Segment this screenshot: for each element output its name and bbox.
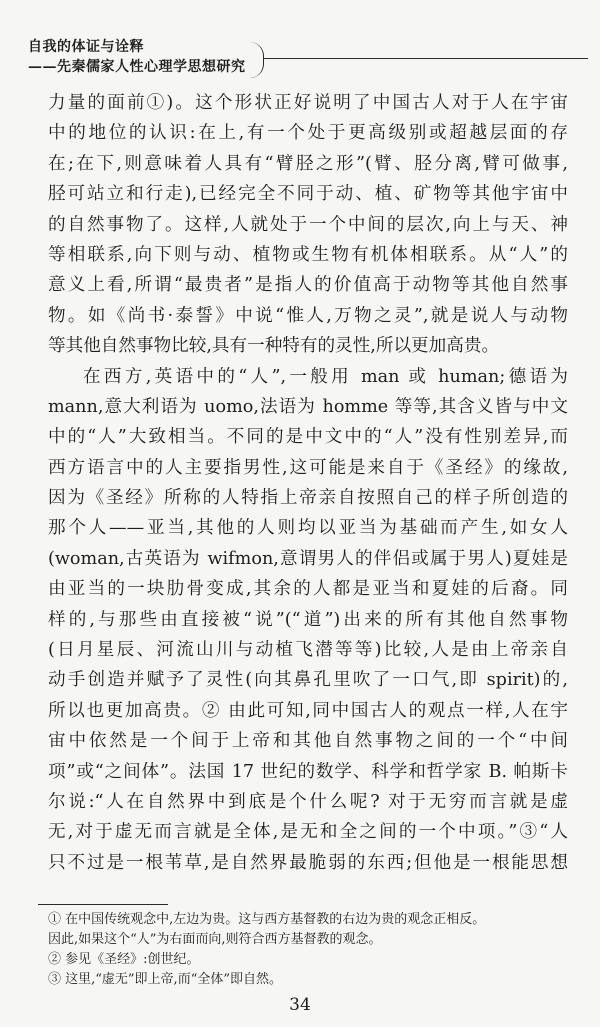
text-line: 项”或“之间体”。法国 17 世纪的数学、科学和哲学家 B. 帕斯卡	[48, 761, 568, 782]
text-line: 意义上看,所谓“最贵者”是指人的价值高于动物等其他自然事	[48, 275, 568, 296]
page-number: 34	[289, 995, 311, 1015]
text-line: 在西方,英语中的“人”,一般用 man 或 human;德语为	[83, 366, 568, 387]
text-line: 尔说:“人在自然界中到底是个什么呢? 对于无穷而言就是虚	[48, 791, 568, 812]
header-rule	[264, 58, 588, 59]
footnote-1: ① 在中国传统观念中,左边为贵。这与西方基督教的右边为贵的观念正相反。	[48, 912, 486, 927]
footnote-2: ② 参见《圣经》:创世纪。	[48, 952, 200, 967]
text-line: 等其他自然事物比较,具有一种特有的灵性,所以更加高贵。	[48, 336, 500, 357]
text-line: 样的,与那些由直接被“说”(“道”)出来的所有其他自然事物	[48, 609, 568, 630]
body-text	[48, 88, 568, 878]
text-line: 宙中依然是一个间于上帝和其他自然事物之间的一个“中间	[48, 731, 568, 752]
text-line: mann,意大利语为 uomo,法语为 homme 等等,其含义皆与中文	[48, 396, 568, 417]
text-line: (日月星辰、河流山川与动植飞潜等等)比较,人是由上帝亲自	[48, 640, 568, 661]
text-line: 西方语言中的人主要指男性,这可能是来自于《圣经》的缘故,	[48, 457, 568, 478]
text-line: 力量的面前①)。这个形状正好说明了中国古人对于人在宇宙	[48, 93, 568, 113]
text-line: 的自然事物了。这样,人就处于一个中间的层次,向上与天、神	[48, 214, 568, 235]
text-line: 物。如《尚书·泰誓》中说“惟人,万物之灵”,就是说人与动物	[48, 305, 568, 326]
text-line: 中的“人”大致相当。不同的是中文中的“人”没有性别差异,而	[48, 427, 568, 448]
text-line: 在;在下,则意味着人具有“臂胫之形”(臂、胫分离,臂可做事,	[48, 153, 568, 174]
text-line: 那个人——亚当,其他的人则均以亚当为基础而产生,如女人	[48, 518, 569, 539]
text-line: 由亚当的一块肋骨变成,其余的人都是亚当和夏娃的后裔。同	[48, 579, 568, 600]
text-line: 只不过是一根苇草,是自然界最脆弱的东西;但他是一根能思想	[48, 852, 568, 873]
text-line: 因为《圣经》所称的人特指上帝亲自按照自己的样子所创造的	[48, 488, 568, 509]
text-line: 等相联系,向下则与动、植物或生物有机体相联系。从“人”的	[48, 244, 568, 265]
footnote-3: ③ 这里,“虚无”即上帝,而“全体”即自然。	[48, 972, 282, 987]
running-header	[28, 36, 588, 84]
text-line: 所以也更加高贵。② 由此可知,同中国古人的观点一样,人在宇	[48, 700, 568, 721]
book-subtitle: ——先秦儒家人性心理学思想研究	[28, 59, 246, 75]
text-line: 无,对于虚无而言就是全体,是无和全之间的一个中项。”③“人	[48, 822, 568, 843]
footnotes	[48, 910, 568, 990]
text-line: 胫可站立和行走),已经完全不同于动、植、矿物等其他宇宙中	[48, 184, 568, 205]
text-line: 动手创造并赋予了灵性(向其鼻孔里吹了一口气,即 spirit)的,	[48, 670, 568, 691]
footnote-rule	[38, 904, 168, 905]
text-line: 中的地位的认识:在上,有一个处于更高级别或超越层面的存	[48, 123, 568, 144]
book-title: 自我的体证与诠释	[28, 39, 144, 55]
footnote-1-continued: 因此,如果这个“人”为右面而向,则符合西方基督教的观念。	[48, 932, 382, 947]
text-line: (woman,古英语为 wifmon,意谓男人的伴侣或属于男人)夏娃是	[48, 548, 568, 569]
header-bracket-ornament	[250, 42, 264, 78]
